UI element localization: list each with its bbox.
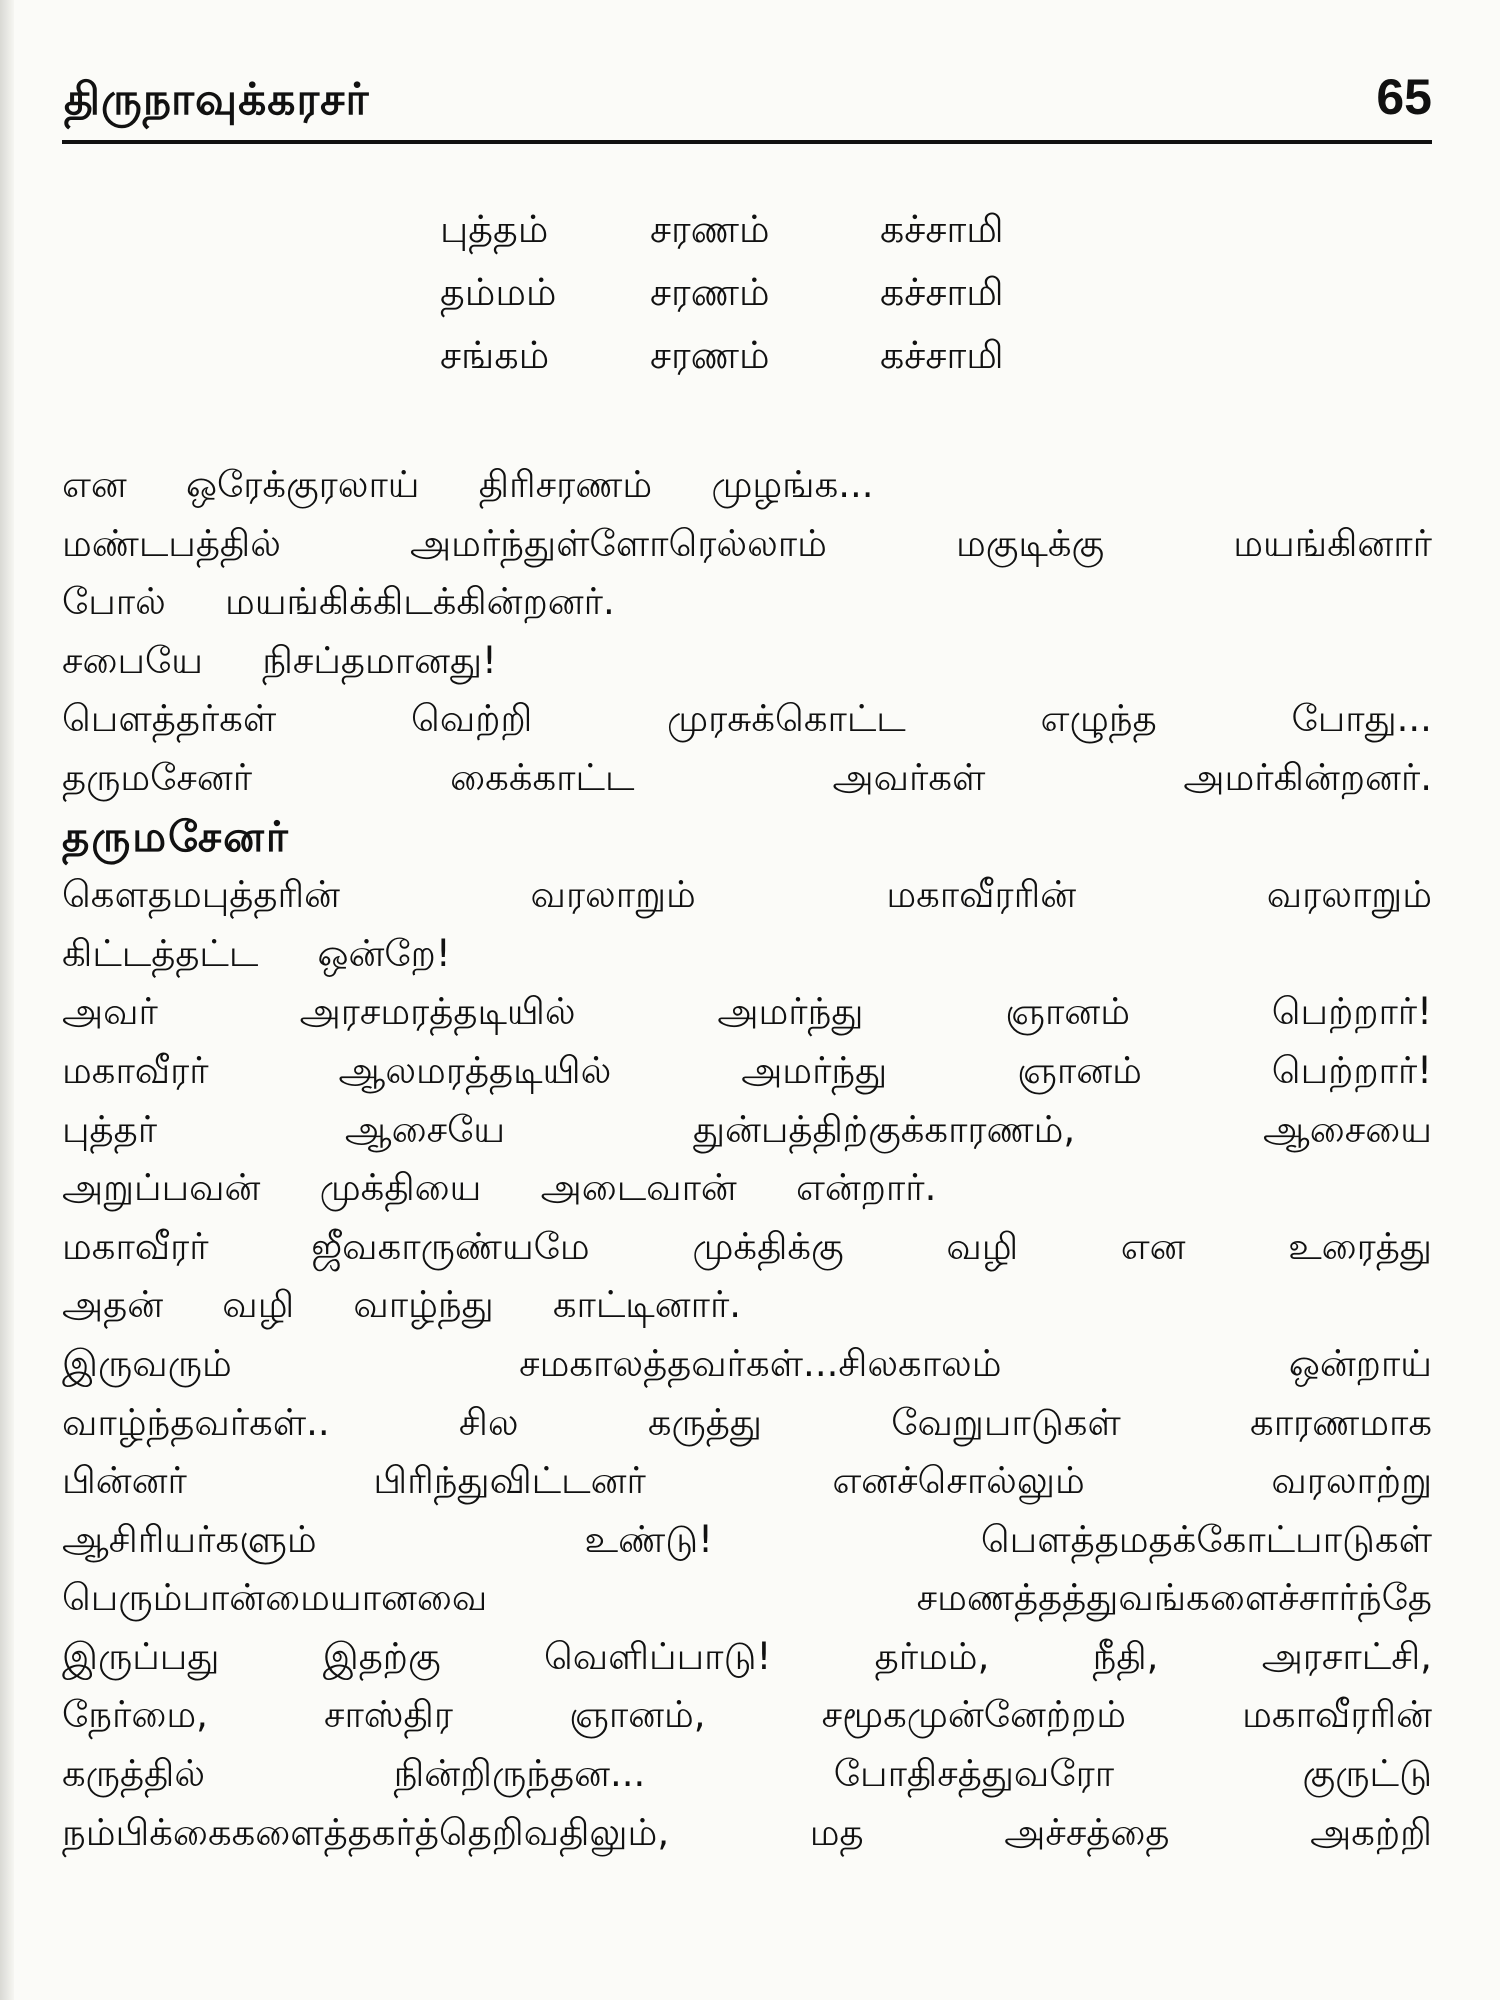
text-line <box>62 515 1432 574</box>
word: தருமசேனர் <box>62 811 290 861</box>
word: நிசப்தமானது! <box>262 638 497 682</box>
word: சாஸ்திர <box>323 1693 453 1737</box>
word: தருமசேனர் <box>62 755 253 799</box>
running-header <box>62 62 1432 132</box>
word: முக்திக்கு <box>692 1224 844 1268</box>
word: கருத்து <box>647 1400 762 1444</box>
word: இருவரும் <box>62 1341 232 1385</box>
chant-word: கச்சாமி <box>880 332 1004 377</box>
word: மயங்கிக்கிடக்கின்றனர். <box>225 580 615 624</box>
text-line <box>62 1218 1432 1277</box>
text-line <box>62 1452 1432 1511</box>
word: வாழ்ந்தவர்கள்.. <box>62 1400 330 1444</box>
word: அரசமரத்தடியில் <box>299 990 576 1034</box>
text-line <box>62 1394 1432 1453</box>
text-line <box>62 866 1432 925</box>
word: முரசுக்கொட்ட <box>667 697 906 741</box>
word: கௌதமபுத்தரின் <box>62 873 340 917</box>
word: எனச்சொல்லும் <box>832 1459 1085 1503</box>
word: நின்றிருந்தன... <box>393 1752 646 1796</box>
word: மயங்கினார் <box>1233 521 1432 565</box>
section-heading <box>62 808 1432 867</box>
word: இதற்கு <box>322 1634 441 1678</box>
chant-word: சங்கம் <box>440 332 550 377</box>
word: காட்டினார். <box>552 1283 742 1327</box>
chant-word: சரணம் <box>650 206 770 251</box>
word: காரணமாக <box>1250 1400 1432 1444</box>
word: ஞானம் <box>1005 990 1130 1034</box>
word: ஞானம் <box>1017 1048 1142 1092</box>
word: சமூகமுன்னேற்றம் <box>821 1693 1127 1737</box>
word: மகாவீரரின் <box>886 873 1077 917</box>
text-line <box>62 1804 1432 1863</box>
word: ஒன்றாய் <box>1288 1341 1432 1385</box>
word: பெற்றார்! <box>1271 990 1432 1034</box>
word: போல் <box>62 580 166 624</box>
text-line <box>62 1042 1432 1101</box>
word: முழங்க... <box>711 463 874 506</box>
text-line <box>62 749 1432 808</box>
word: மகுடிக்கு <box>955 521 1105 565</box>
text-line <box>62 690 1432 749</box>
word: அரசாட்சி, <box>1261 1634 1432 1678</box>
word: என்றார். <box>795 1166 937 1210</box>
chant-line <box>440 263 1080 326</box>
word: அறுப்பவன் <box>62 1166 261 1210</box>
text-line <box>62 925 1432 984</box>
word: அமர்ந்து <box>717 990 864 1034</box>
word: மகாவீரர் <box>62 1048 209 1092</box>
text-line <box>62 1101 1432 1160</box>
word: நம்பிக்கைகளைத்தகர்த்தெறிவதிலும், <box>62 1810 670 1854</box>
word: அமர்ந்து <box>741 1048 888 1092</box>
word: ஆசையை <box>1262 1107 1432 1151</box>
word: துன்பத்திற்குக்காரணம், <box>692 1107 1076 1151</box>
chant-block <box>440 200 1080 389</box>
word: சில <box>458 1400 519 1444</box>
word: சமணத்தத்துவங்களைச்சார்ந்தே <box>916 1576 1432 1620</box>
word: அமர்ந்துள்ளோரெல்லாம் <box>410 521 827 565</box>
text-line <box>62 1686 1432 1745</box>
chant-word: தம்மம் <box>440 269 557 314</box>
word: நேர்மை, <box>62 1693 208 1737</box>
word: முக்தியை <box>319 1166 482 1210</box>
word: ஒரேக்குரலாய் <box>185 463 420 506</box>
word: மகாவீரரின் <box>1242 1693 1432 1737</box>
word: வெளிப்பாடு! <box>543 1634 772 1678</box>
word: அகற்றி <box>1310 1810 1432 1854</box>
word: வழி <box>946 1224 1019 1268</box>
word: வாழ்ந்து <box>353 1283 494 1327</box>
text-line <box>62 456 1432 515</box>
page-gutter <box>0 0 14 2000</box>
text-line <box>62 1745 1432 1804</box>
word: அவர்கள் <box>832 755 986 799</box>
word: அச்சத்தை <box>1004 1810 1170 1854</box>
text-line <box>62 1628 1432 1687</box>
word: அடைவான் <box>540 1166 737 1210</box>
text-line <box>62 1569 1432 1628</box>
chant-word: புத்தம் <box>440 206 549 251</box>
word: ஒன்றே! <box>317 931 451 975</box>
word: என <box>62 463 127 506</box>
word: போதிசத்துவரோ <box>833 1752 1115 1796</box>
chant-word: சரணம் <box>650 332 770 377</box>
word: வரலாறும் <box>530 873 696 917</box>
word: பின்னர் <box>62 1459 187 1503</box>
chant-line <box>440 326 1080 389</box>
word: ஜீவகாருண்யமே <box>311 1224 590 1268</box>
text-line <box>62 1335 1432 1394</box>
chant-word: கச்சாமி <box>880 269 1004 314</box>
chant-line <box>440 200 1080 263</box>
word: கைக்காட்ட <box>450 755 635 799</box>
word: பௌத்தர்கள் <box>62 697 277 741</box>
word: ஆலமரத்தடியில் <box>338 1048 612 1092</box>
word: உண்டு! <box>584 1517 714 1561</box>
word: வரலாறும் <box>1266 873 1432 917</box>
word: மத <box>809 1810 864 1854</box>
word: நீதி, <box>1092 1634 1159 1678</box>
word: ஆசிரியர்களும் <box>62 1517 317 1561</box>
chant-word: சரணம் <box>650 269 770 314</box>
running-title: திருநாவுக்கரசர் <box>64 74 370 125</box>
word: பிரிந்துவிட்டனர் <box>373 1459 646 1503</box>
header-rule <box>62 140 1432 144</box>
body-text <box>62 456 1432 1862</box>
chant-word: கச்சாமி <box>880 206 1004 251</box>
word: கருத்தில் <box>62 1752 206 1796</box>
text-line <box>62 1159 1432 1218</box>
word: வழி <box>222 1283 295 1327</box>
word: திரிசரணம் <box>478 463 653 506</box>
word: எழுந்த <box>1040 697 1157 741</box>
word: அவர் <box>62 990 158 1034</box>
word: தர்மம், <box>874 1634 990 1678</box>
word: அமர்கின்றனர். <box>1183 755 1432 799</box>
word: போது... <box>1291 697 1432 741</box>
text-line <box>62 1276 1432 1335</box>
word: சபையே <box>62 638 204 682</box>
word: பெற்றார்! <box>1271 1048 1432 1092</box>
word: அதன் <box>62 1283 164 1327</box>
word: வெற்றி <box>411 697 533 741</box>
text-line <box>62 573 1432 632</box>
word: பௌத்தமதக்கோட்பாடுகள் <box>980 1517 1432 1561</box>
text-line <box>62 983 1432 1042</box>
word: மகாவீரர் <box>62 1224 209 1268</box>
word: ஞானம், <box>569 1693 706 1737</box>
word: என <box>1120 1224 1186 1268</box>
word: சமகாலத்தவர்கள்...சிலகாலம் <box>519 1341 1002 1385</box>
word: வேறுபாடுகள் <box>891 1400 1121 1444</box>
text-line <box>62 632 1432 691</box>
word: உரைத்து <box>1288 1224 1432 1268</box>
word: வரலாற்று <box>1271 1459 1432 1503</box>
text-line <box>62 1511 1432 1570</box>
word: இருப்பது <box>62 1634 220 1678</box>
page-number: 65 <box>1376 69 1432 125</box>
word: குருட்டு <box>1302 1752 1432 1796</box>
word: ஆசையே <box>344 1107 506 1151</box>
word: பெரும்பான்மையானவை <box>62 1576 488 1620</box>
word: புத்தர் <box>62 1107 158 1151</box>
word: மண்டபத்தில் <box>62 521 281 565</box>
word: கிட்டத்தட்ட <box>62 931 259 975</box>
